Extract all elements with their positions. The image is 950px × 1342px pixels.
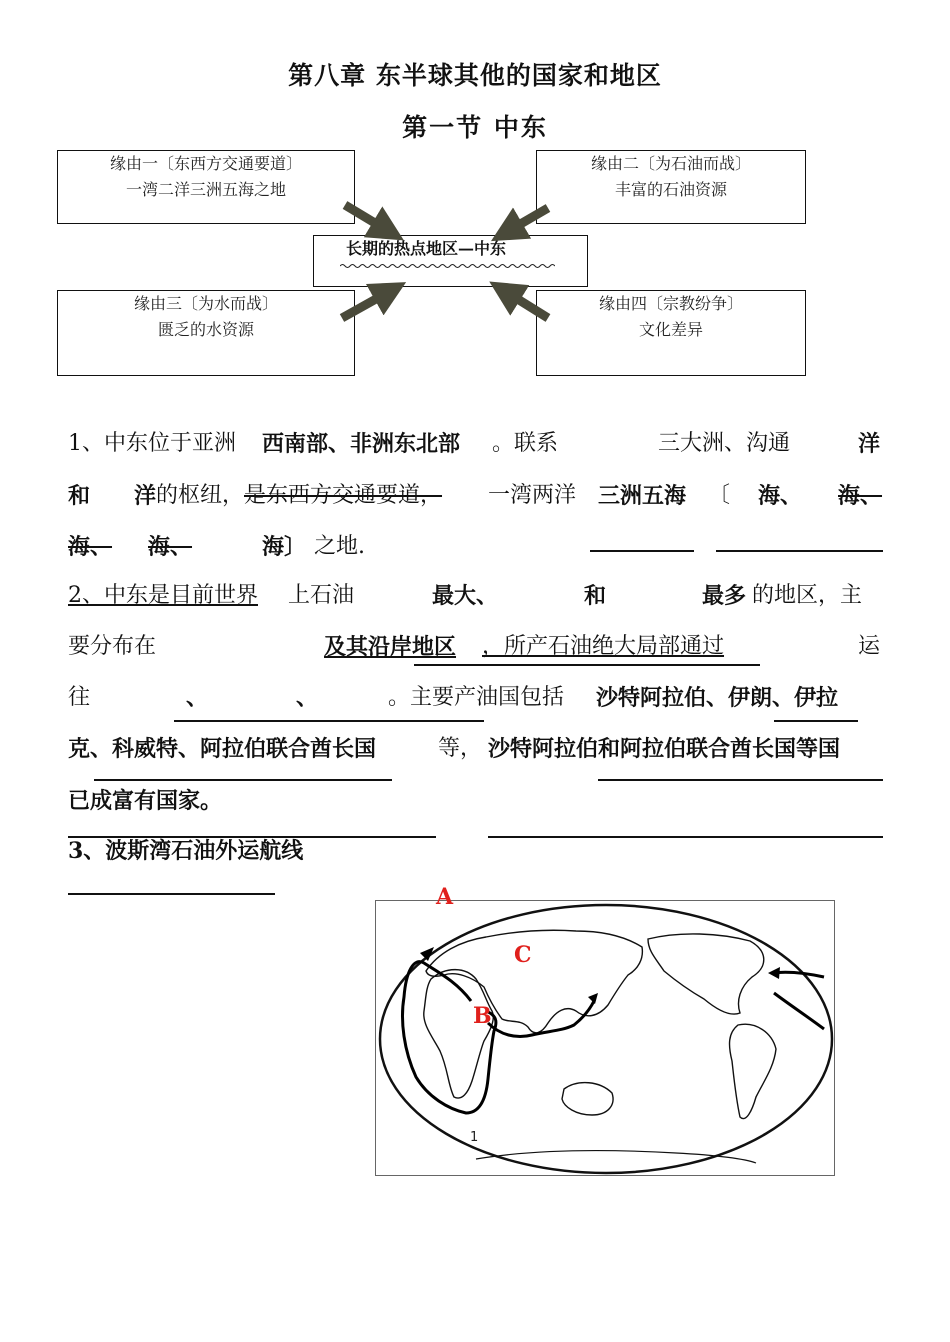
q2-text-3: 的地区，主 (752, 583, 863, 608)
q1-line-1 (68, 418, 883, 470)
q2-sep-1: 、 (186, 685, 209, 711)
q1-bracket: 〔 (708, 483, 731, 508)
route-europe (403, 962, 496, 1113)
q2-line-5 (68, 775, 883, 827)
q2-text-5: ，所产石油绝大局部通过 (482, 634, 725, 659)
q2-bold-rich-2: 已成富有国家。 (68, 788, 223, 814)
q2-bold-countries: 沙特阿拉伯、伊朗、伊拉 (596, 685, 839, 711)
q1-bold-ocean-2: 洋 (134, 483, 157, 509)
blank-line (414, 664, 760, 666)
q1-bold-seas: 三洲五海 (598, 483, 687, 509)
route-americas-2 (774, 993, 824, 1029)
arrow-3 (342, 290, 392, 318)
q2-sep-2: 、 (296, 685, 319, 711)
q2-text-4: 要分布在 (68, 634, 157, 659)
arrow-2 (505, 208, 548, 233)
q1-sea-4: 海、 (148, 534, 193, 560)
land-south-america (730, 1024, 776, 1118)
q2-text-8: 。主要产油国包括 (388, 685, 565, 710)
land-north-america (648, 934, 764, 1014)
q1-line-2 (68, 470, 883, 522)
q2-text-7: 往 (68, 685, 91, 710)
q1-struck-text: 是东西方交通要道， (244, 483, 443, 508)
chapter-title: 第八章 东半球其他的国家和地区 (288, 61, 662, 90)
q1-text: 1、中东位于亚洲 (68, 431, 236, 456)
q1-text-4: 的枢纽， (156, 483, 245, 508)
page-number: 1 (470, 1130, 479, 1145)
reason-2-heading: 缘由二〔为石油而战〕 (590, 154, 751, 173)
blank-line (174, 720, 484, 722)
q2-text-2: 上石油 (288, 583, 355, 608)
reason-3-heading: 缘由三〔为水而战〕 (133, 294, 278, 313)
q2-bold-3: 最多 (702, 583, 747, 609)
route-americas (772, 972, 824, 977)
q2-text-6: 运 (858, 634, 881, 659)
blank-line (774, 720, 858, 722)
q1-text-6: 之地. (314, 534, 365, 559)
q1-bold-ocean: 洋 (858, 431, 881, 457)
q1-sea-3: 海、 (68, 534, 113, 560)
center-label: 长期的热点地区—中东 (346, 239, 507, 258)
blank-line (590, 550, 694, 552)
world-map-drawing (376, 901, 836, 1177)
reason-1-detail: 一湾二洋三洲五海之地 (125, 180, 286, 199)
q3-heading: 3、波斯湾石油外运航线 (68, 838, 304, 864)
arrow-1 (345, 205, 390, 232)
q2-line-3 (68, 672, 883, 724)
q1-sea-1: 海、 (758, 483, 803, 509)
diagram-arrows (0, 0, 950, 400)
map-label-a: A (436, 884, 454, 910)
q2-bold-gulf: 及其沿岸地区 (324, 634, 457, 660)
route-arrowhead-3 (768, 967, 780, 979)
world-map (375, 900, 835, 1176)
q2-line-1 (68, 570, 883, 622)
section-title: 第一节 中东 (402, 113, 548, 142)
arrow-4 (503, 290, 548, 318)
q1-sea-2: 海、 (838, 483, 883, 509)
map-label-c: C (514, 942, 532, 968)
q3-line (68, 825, 883, 877)
q1-text-5: 一湾两洋 (488, 483, 577, 508)
q2-text-9: 等， (438, 736, 483, 761)
blank-line (68, 893, 275, 895)
q2-line-4 (68, 723, 883, 775)
reason-2-detail: 丰富的石油资源 (614, 180, 727, 199)
blank-line (716, 550, 883, 552)
q1-text-3: 三大洲、沟通 (658, 431, 791, 456)
q2-bold-rich: 沙特阿拉伯和阿拉伯联合酋长国等国 (488, 736, 841, 762)
q2-bold-2: 和 (584, 583, 607, 609)
q1-bold-and: 和 (68, 483, 91, 509)
reason-1-heading: 缘由一〔东西方交通要道〕 (109, 154, 302, 173)
q1-text-2: 。联系 (492, 431, 559, 456)
reason-4-heading: 缘由四〔宗教纷争〕 (598, 294, 743, 313)
map-outline (380, 905, 832, 1173)
reason-4-detail: 文化差异 (638, 320, 703, 339)
q1-bold-location: 西南部、非洲东北部 (262, 431, 461, 457)
q2-bold-countries-2: 克、科威特、阿拉伯联合酋长国 (68, 736, 377, 762)
reason-3-detail: 匮乏的水资源 (157, 320, 254, 339)
q2-text-1: 2、中东是目前世界 (68, 583, 258, 608)
map-label-b: B (473, 1003, 492, 1029)
land-australia (562, 1083, 613, 1115)
land-eurasia (426, 930, 642, 1033)
q1-line-3 (68, 521, 883, 573)
q2-bold-1: 最大、 (432, 583, 499, 609)
q1-sea-5: 海〕 (262, 534, 307, 560)
